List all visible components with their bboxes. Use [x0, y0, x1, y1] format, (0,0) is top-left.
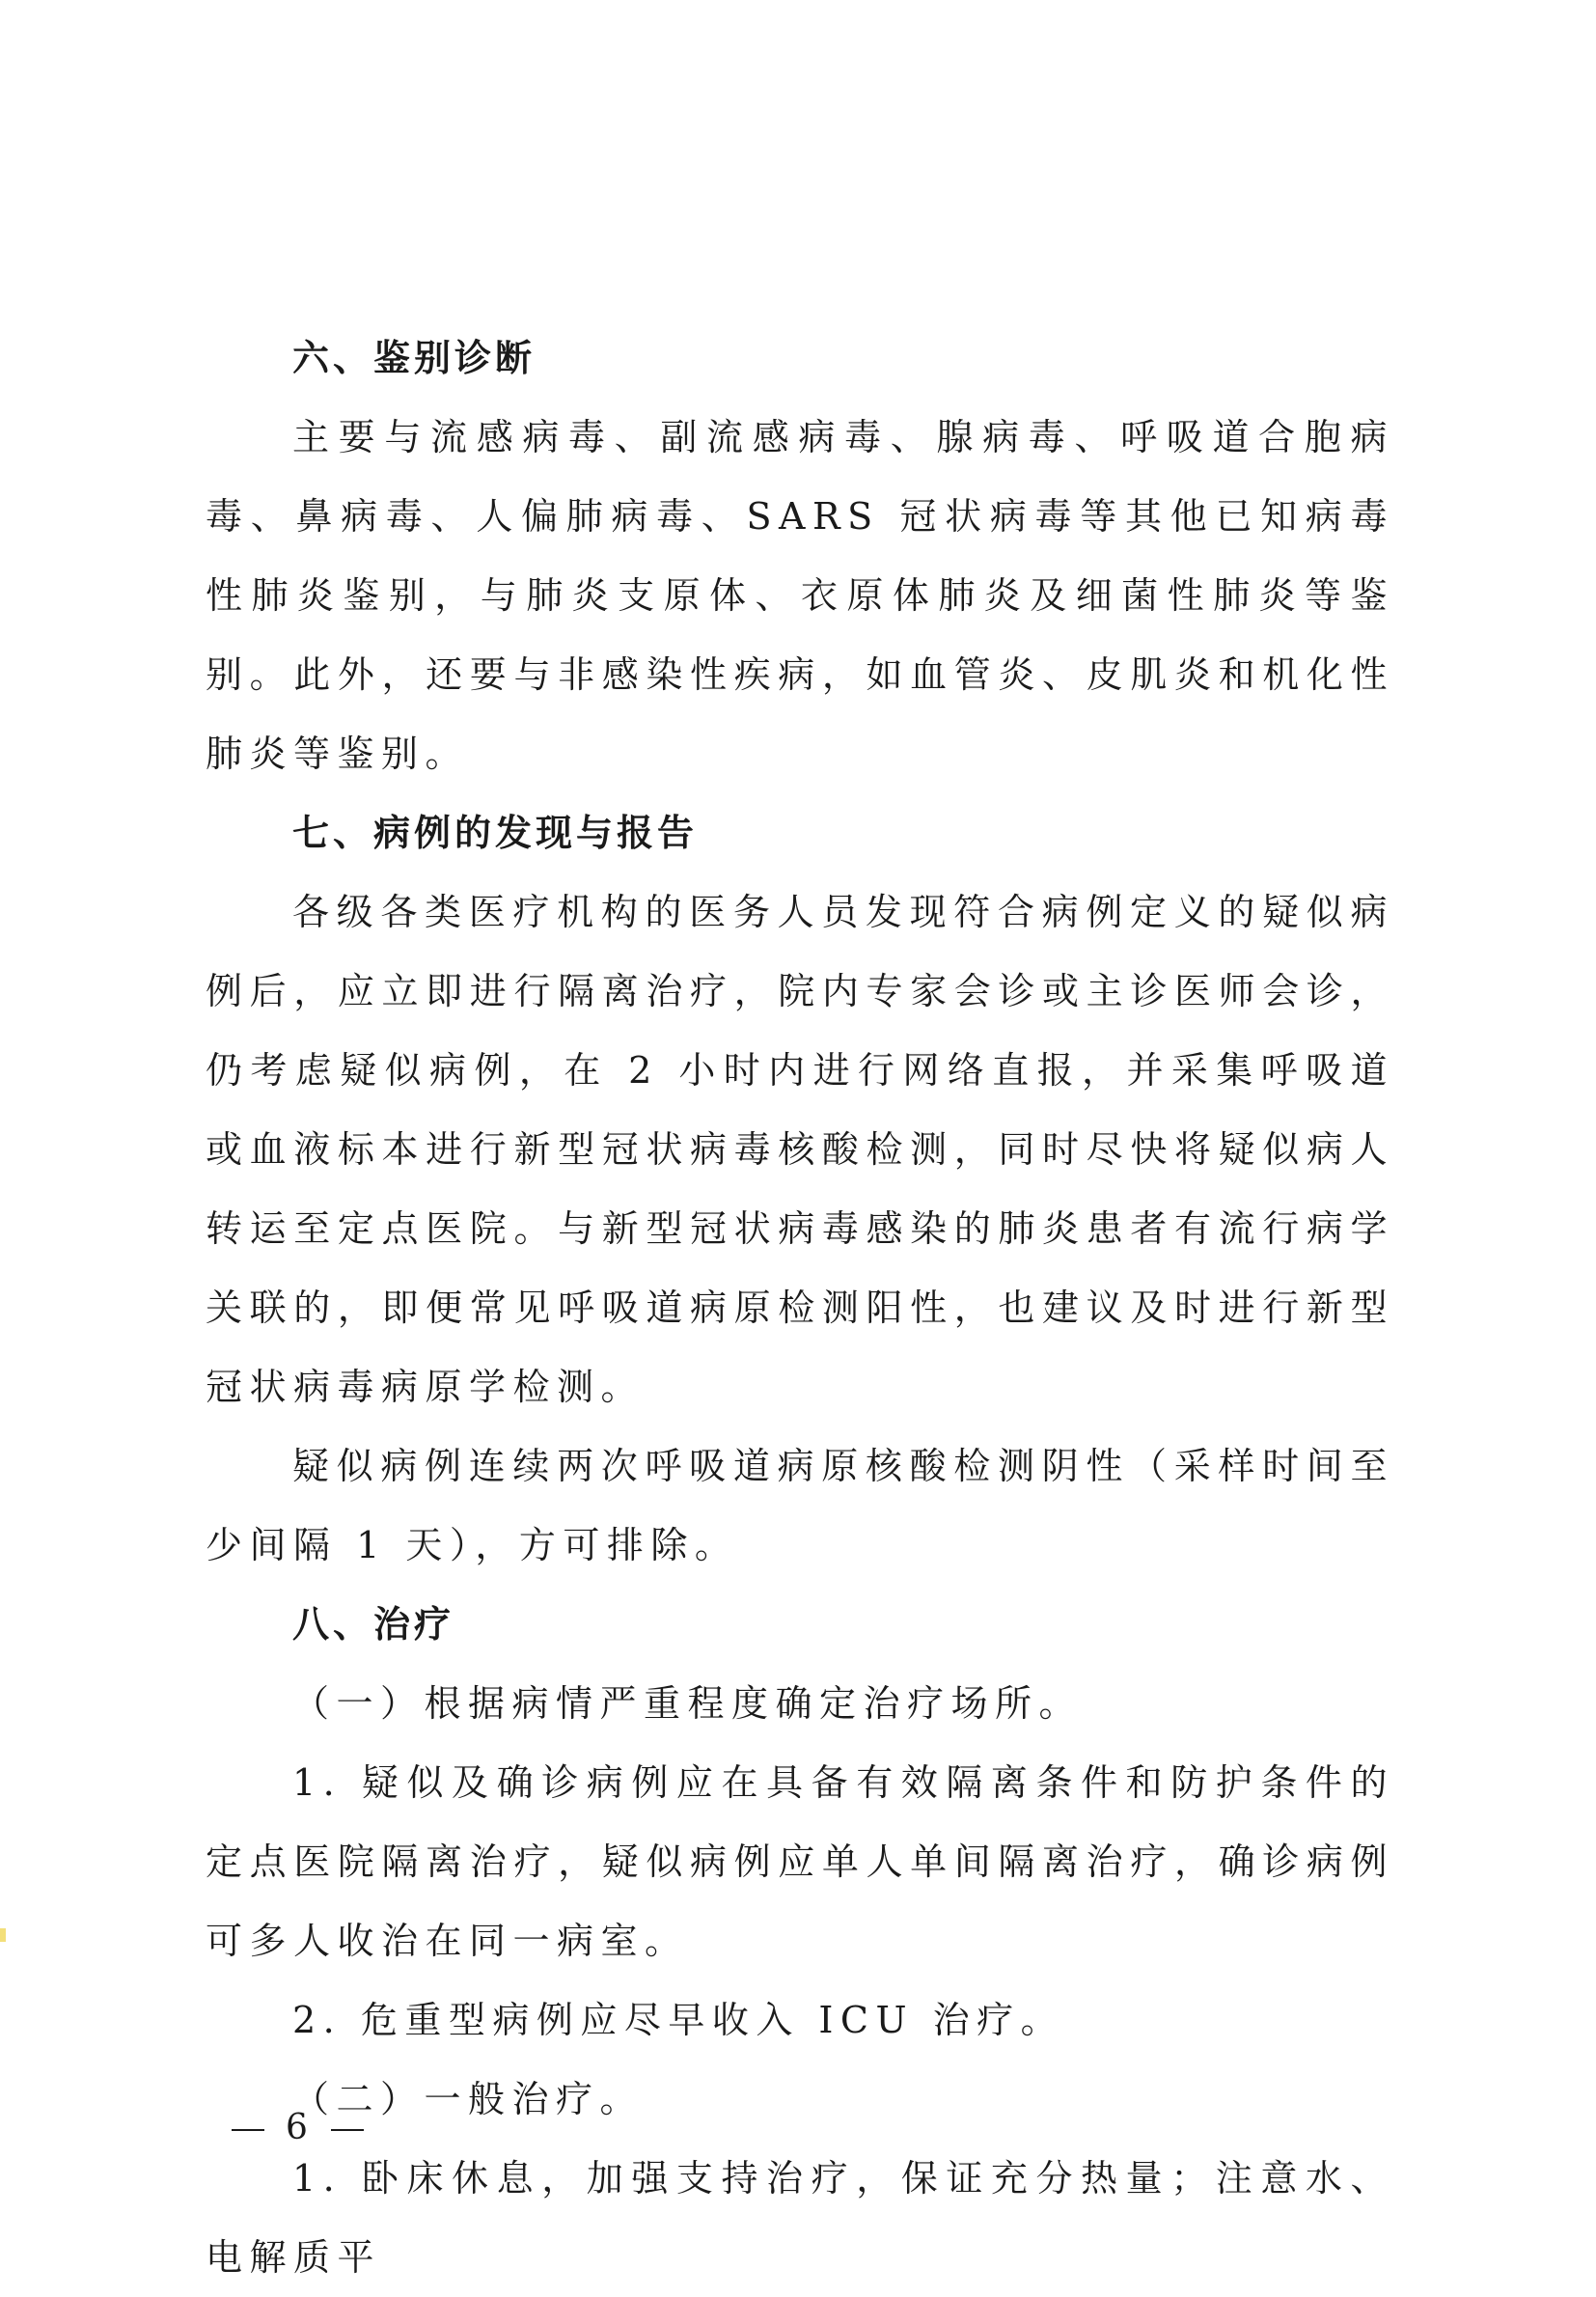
scan-edge-mark — [0, 1928, 6, 1942]
page-footer — [232, 2109, 364, 2147]
section-heading-6: 六、鉴别诊断 — [292, 337, 537, 379]
section-7-paragraph-2: 疑似病例连续两次呼吸道病原核酸检测阴性（采样时间至少间隔 1 天），方可排除。 — [206, 1445, 1394, 1566]
footer-right-dash — [331, 2129, 364, 2131]
section-heading-8: 八、治疗 — [292, 1603, 455, 1646]
subsection-1-item-1: 1. 疑似及确诊病例应在具备有效隔离条件和防护条件的定点医院隔离治疗，疑似病例应单人单间隔离治疗，确诊病例可多人收治在同一病室。 — [206, 1761, 1394, 1962]
section-heading-7: 七、病例的发现与报告 — [292, 812, 699, 854]
subsection-heading-1: （一）根据病情严重程度确定治疗场所。 — [292, 1682, 1084, 1725]
page-body — [206, 318, 1394, 2297]
page-number: 6 — [286, 2108, 310, 2147]
section-6-paragraph: 主要与流感病毒、副流感病毒、腺病毒、呼吸道合胞病毒、鼻病毒、人偏肺病毒、SARS 冠状病毒等其他已知病毒性肺炎鉴别，与肺炎支原体、衣原体肺炎及细菌性肺炎等鉴别。此外，还要与非感染性疾病，如血管炎、皮肌炎和机化性肺炎等鉴别。 — [206, 416, 1394, 775]
footer-left-dash — [232, 2129, 264, 2131]
subsection-1-item-2: 2. 危重型病例应尽早收入 ICU 治疗。 — [292, 1999, 1065, 2041]
subsection-2-item-1: 1. 卧床休息，加强支持治疗，保证充分热量；注意水、电解质平 — [206, 2157, 1394, 2279]
section-7-paragraph-1: 各级各类医疗机构的医务人员发现符合病例定义的疑似病例后，应立即进行隔离治疗，院内专家会诊或主诊医师会诊，仍考虑疑似病例，在 2 小时内进行网络直报，并采集呼吸道或血液标本进行新型冠状病毒核酸检测，同时尽快将疑似病人转运至定点医院。与新型冠状病毒感染的肺炎患者有流行病学关联的，即便常见呼吸道病原检测阳性，也建议及时进行新型冠状病毒病原学检测。 — [206, 891, 1394, 1408]
subsection-heading-2: （二）一般治疗。 — [292, 2078, 645, 2120]
